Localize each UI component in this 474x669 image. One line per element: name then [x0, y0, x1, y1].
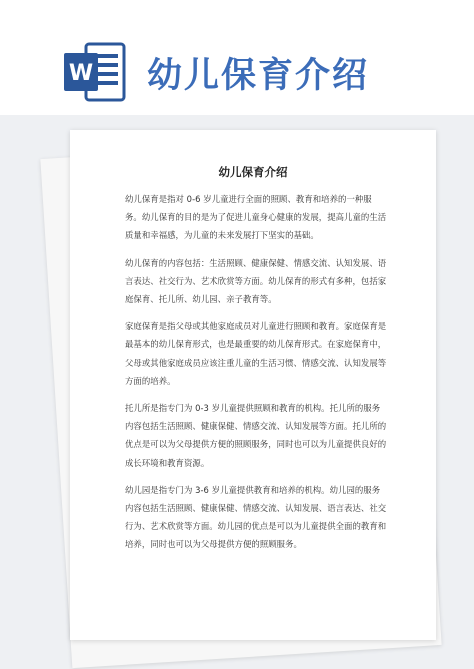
page-title: 幼儿保育介绍: [147, 56, 370, 96]
document-title: 幼儿保育介绍: [218, 165, 288, 179]
document-page: [70, 130, 436, 640]
header: [0, 0, 474, 120]
paragraph: 幼儿园是指专门为 3-6 岁儿童提供教育和培养的机构。幼儿园的服务内容包括生活照顾、健康保健、情感交流、认知发展、语言表达、社交行为、艺术欣赏等方面。幼儿园的优点是可以为儿童提供全面的教育和培养，同时也可以为父母提供方便的照顾服务。: [125, 484, 387, 550]
paragraph: 幼儿保育的内容包括：生活照顾、健康保健、情感交流、认知发展、语言表达、社交行为、艺术欣赏等方面。幼儿保育的形式有多种，包括家庭保育、托儿所、幼儿园、亲子教育等。: [125, 257, 387, 305]
word-icon-letter: W: [68, 61, 94, 86]
document-body: [125, 190, 387, 563]
paragraph: 托儿所是指专门为 0-3 岁儿童提供照顾和教育的机构。托儿所的服务内容包括生活照顾、健康保健、情感交流、认知发展等方面。托儿所的优点是可以为父母提供方便的照顾服务，同时也可以为儿童提供良好的成长环境和教育资源。: [125, 403, 387, 468]
paragraph: 家庭保育是指父母或其他家庭成员对儿童进行照顾和教育。家庭保育是最基本的幼儿保育形式，也是最重要的幼儿保育形式。在家庭保育中，父母或其他家庭成员应该注重儿童的生活习惯、情感交流、认知发展等方面的培养。: [125, 321, 387, 386]
paragraph: 幼儿保育是指对 0-6 岁儿童进行全面的照顾、教育和培养的一种服务。幼儿保育的目的是为了促进儿童身心健康的发展，提高儿童的生活质量和幸福感，为儿童的未来发展打下坚实的基础。: [125, 194, 387, 241]
word-icon: [64, 41, 126, 103]
